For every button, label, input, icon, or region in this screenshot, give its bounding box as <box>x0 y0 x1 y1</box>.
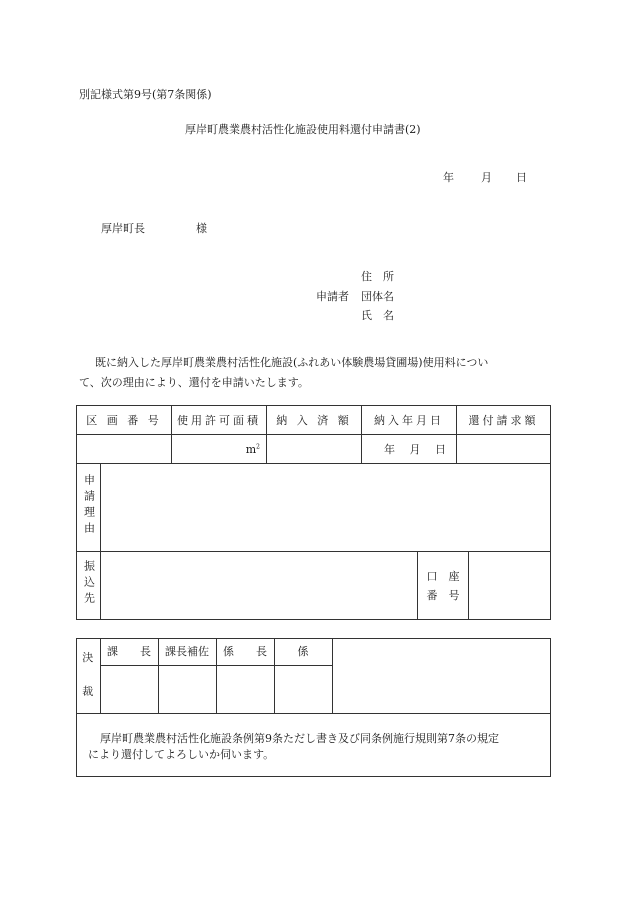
account-label-2: 番 号 <box>426 588 460 602</box>
header-permitted-area: 使用許可面積 <box>172 406 267 435</box>
intro-line-2: て、次の理由により、還付を申請いたします。 <box>79 376 309 389</box>
reason-table <box>76 463 551 552</box>
bank-field[interactable] <box>101 552 418 620</box>
account-label-1: 口 座 <box>426 569 460 583</box>
addressee-name: 厚岸町長 <box>101 222 145 235</box>
applicant-name-label: 氏 名 <box>361 309 394 322</box>
header-plot-number: 区 画 番 号 <box>77 406 172 435</box>
permitted-area-cell[interactable] <box>172 435 267 464</box>
stamp-assistant-chief[interactable] <box>158 665 216 713</box>
paid-amount-cell[interactable] <box>267 435 362 464</box>
role-assistant-chief: 課長補佐 <box>158 638 216 665</box>
stamp-subsection-chief[interactable] <box>216 665 274 713</box>
area-unit: m <box>245 442 257 456</box>
approval-note-line-2: により還付してよろしいか伺います。 <box>88 748 275 761</box>
stamp-staff[interactable] <box>274 665 332 713</box>
reason-label-cell <box>77 464 101 552</box>
pay-month: 月 <box>409 443 421 456</box>
approval-note-line-1: 厚岸町農業農村活性化施設条例第9条ただし書き及び同条例施行規則第7条の規定 <box>100 732 499 745</box>
pay-year: 年 <box>384 443 395 456</box>
plot-number-cell[interactable] <box>77 435 172 464</box>
applicant-address-label: 住 所 <box>361 270 394 283</box>
pay-day: 日 <box>435 443 446 456</box>
date-month: 月 <box>481 171 492 184</box>
role-staff: 係 <box>274 638 332 665</box>
date-year: 年 <box>443 171 454 184</box>
approval-label-cell <box>76 638 100 713</box>
intro-line-1: 既に納入した厚岸町農業農村活性化施設(ふれあい体験農場貸圃場)使用料につい <box>95 356 489 369</box>
form-label: 別記様式第9号(第7条関係) <box>79 88 212 101</box>
role-subsection-chief: 係 長 <box>216 638 274 665</box>
approval-label-2: 裁 <box>82 685 94 699</box>
header-payment-date: 納入年月日 <box>362 406 457 435</box>
refund-amount-cell[interactable] <box>457 435 551 464</box>
reason-label: 申請理由 <box>82 474 96 538</box>
refund-table <box>76 405 551 464</box>
stamp-section-chief[interactable] <box>100 665 158 713</box>
account-label-cell <box>418 552 469 620</box>
header-refund-amount: 還付請求額 <box>457 406 551 435</box>
bank-table <box>76 551 551 620</box>
payment-date-cell[interactable] <box>362 435 457 464</box>
approval-label-1: 決 <box>82 651 94 665</box>
applicant-label: 申請者 <box>316 290 349 303</box>
form-title: 厚岸町農業農村活性化施設使用料還付申請書(2) <box>185 123 421 136</box>
applicant-group-label: 団体名 <box>361 290 394 303</box>
bank-label: 振込先 <box>82 560 96 608</box>
role-section-chief: 課 長 <box>100 638 158 665</box>
approval-table <box>76 638 333 714</box>
date-day: 日 <box>516 171 527 184</box>
account-number-field[interactable] <box>469 552 551 620</box>
area-unit-exponent: 2 <box>256 442 260 450</box>
addressee-honorific: 様 <box>196 222 207 235</box>
approval-divider <box>76 713 550 714</box>
reason-field[interactable] <box>101 464 551 552</box>
header-paid-amount: 納 入 済 額 <box>267 406 362 435</box>
bank-label-cell <box>77 552 101 620</box>
